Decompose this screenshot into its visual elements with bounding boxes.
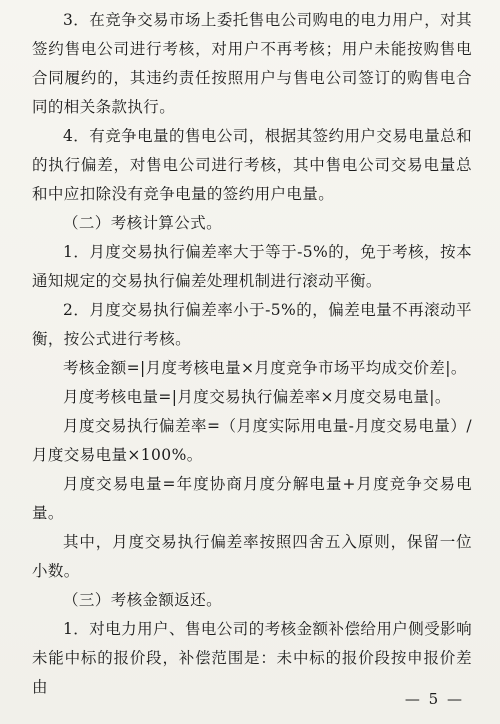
formula-monthly-assessment-volume: 月度考核电量=|月度交易执行偏差率×月度交易电量|。	[63, 388, 451, 406]
clause-1-exemption: 1．月度交易执行偏差率大于等于-5%的，免于考核，按本通知规定的交易执行偏差处理机制进行滚动平衡。	[32, 243, 472, 290]
paragraph-item-4: 4．有竞争电量的售电公司，根据其签约用户交易电量总和的执行偏差，对售电公司进行考核，其中售电公司交易电量总和中应扣除没有竞争电量的签约用户电量。	[32, 127, 472, 203]
formula-monthly-trading-volume: 月度交易电量=年度协商月度分解电量+月度竞争交易电量。	[32, 475, 472, 522]
note-rounding: 其中，月度交易执行偏差率按照四舍五入原则，保留一位小数。	[32, 533, 472, 580]
clause-2-assessment: 2．月度交易执行偏差率小于-5%的，偏差电量不再滚动平衡，按公式进行考核。	[32, 301, 472, 348]
formula-assessment-amount: 考核金额=|月度考核电量×月度竞争市场平均成交价差|。	[63, 359, 467, 377]
page-number: — 5 —	[404, 690, 464, 708]
paragraph-item-3: 3．在竞争交易市场上委托售电公司购电的电力用户，对其签约售电公司进行考核，对用户不再考核；用户未能按购售电合同履约的，其违约责任按照用户与售电公司签订的购售电合同的相关条款执行。	[32, 11, 472, 116]
section-heading-assessment-formula: （二）考核计算公式。	[63, 214, 223, 232]
section-heading-refund: （三）考核金额返还。	[63, 591, 223, 609]
clause-refund-1: 1．对电力用户、售电公司的考核金额补偿给用户侧受影响未能中标的报价段，补偿范围是：未中标的报价段按申报价差由	[32, 620, 472, 696]
formula-deviation-rate: 月度交易执行偏差率=（月度实际用电量-月度交易电量）/月度交易电量×100%。	[32, 417, 472, 464]
